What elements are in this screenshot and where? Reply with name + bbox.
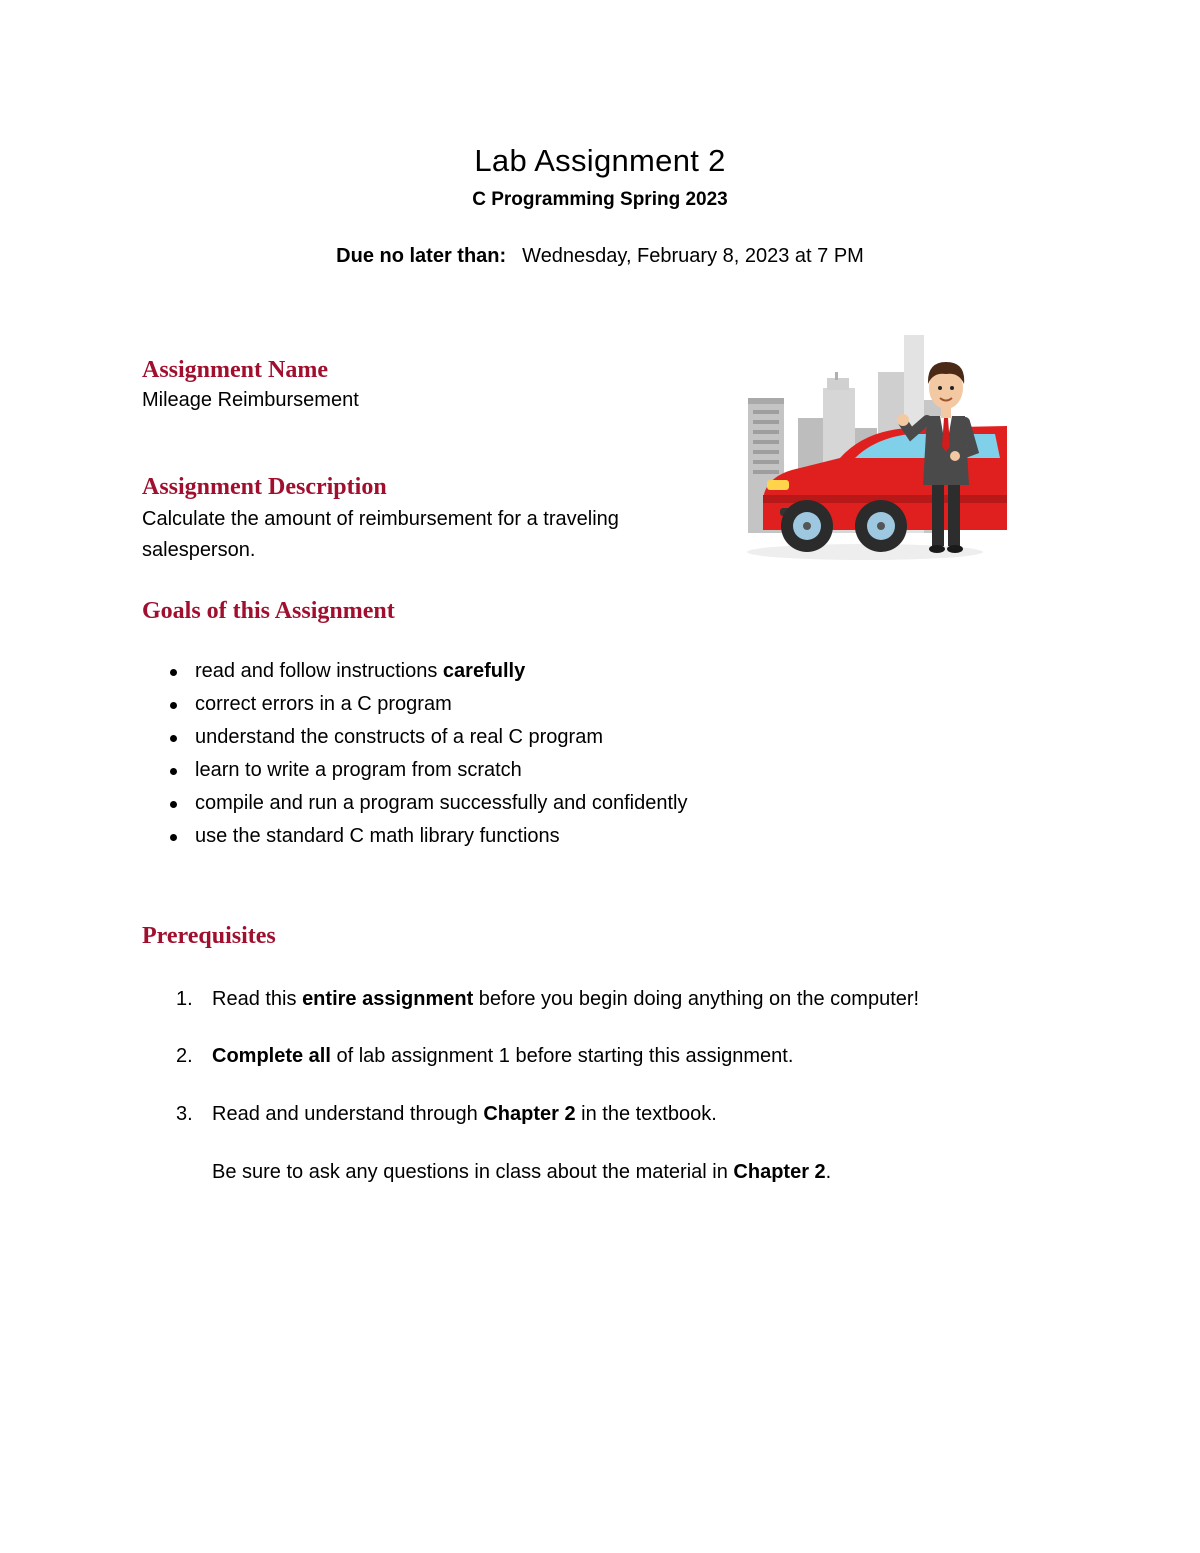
document-subtitle: C Programming Spring 2023 [472,189,728,210]
goal-item-text: read and follow instructions [195,660,443,682]
prerequisite-item [176,1100,717,1128]
prerequisite-text: Read this [212,988,303,1010]
prerequisite-text: Read and understand through [212,1103,484,1125]
due-date-value: Wednesday, February 8, 2023 at 7 PM [522,245,864,267]
prerequisite-number: 2. [176,1045,193,1067]
goal-item: compile and run a program successfully and confidently [170,789,687,822]
assignment-name-text: Mileage Reimbursement [142,389,359,411]
goal-item: understand the constructs of a real C program [170,723,687,756]
prerequisite-note-text: . [825,1161,832,1183]
prerequisite-text: in the textbook. [575,1103,717,1125]
prerequisite-note-emphasis: Chapter 2 [733,1161,826,1183]
prerequisite-number: 3. [176,1103,193,1125]
due-date-label: Due no later than: [336,245,507,267]
prerequisite-emphasis: Complete all [212,1045,331,1067]
prerequisite-emphasis: Chapter 2 [483,1103,576,1125]
prerequisite-text: before you begin doing anything on the computer! [473,988,920,1010]
assignment-name-heading: Assignment Name [142,357,328,383]
prerequisite-note-text: Be sure to ask any questions in class about the material in [212,1161,734,1183]
goal-item: correct errors in a C program [170,690,687,723]
goals-heading: Goals of this Assignment [142,598,395,624]
prerequisite-item [176,985,919,1013]
goal-item: learn to write a program from scratch [170,756,687,789]
goal-item: use the standard C math library functions [170,822,687,855]
assignment-description-text [142,504,619,566]
goals-list [170,657,687,855]
assignment-description-heading: Assignment Description [142,474,387,500]
prerequisite-text: of lab assignment 1 before starting this assignment. [330,1045,794,1067]
goal-item-emphasis: carefully [442,660,526,682]
prerequisite-note [212,1158,831,1186]
salesperson-car-illustration [745,330,1007,566]
prerequisite-item [176,1042,793,1070]
assignment-description-line: Calculate the amount of reimbursement for a traveling [142,508,619,530]
prerequisites-heading: Prerequisites [142,923,276,949]
prerequisite-number: 1. [176,988,193,1010]
prerequisite-emphasis: entire assignment [302,988,474,1010]
due-date-line [0,245,1200,268]
goal-item [170,657,687,690]
document-title: Lab Assignment 2 [474,143,726,178]
assignment-description-line: salesperson. [142,539,256,561]
